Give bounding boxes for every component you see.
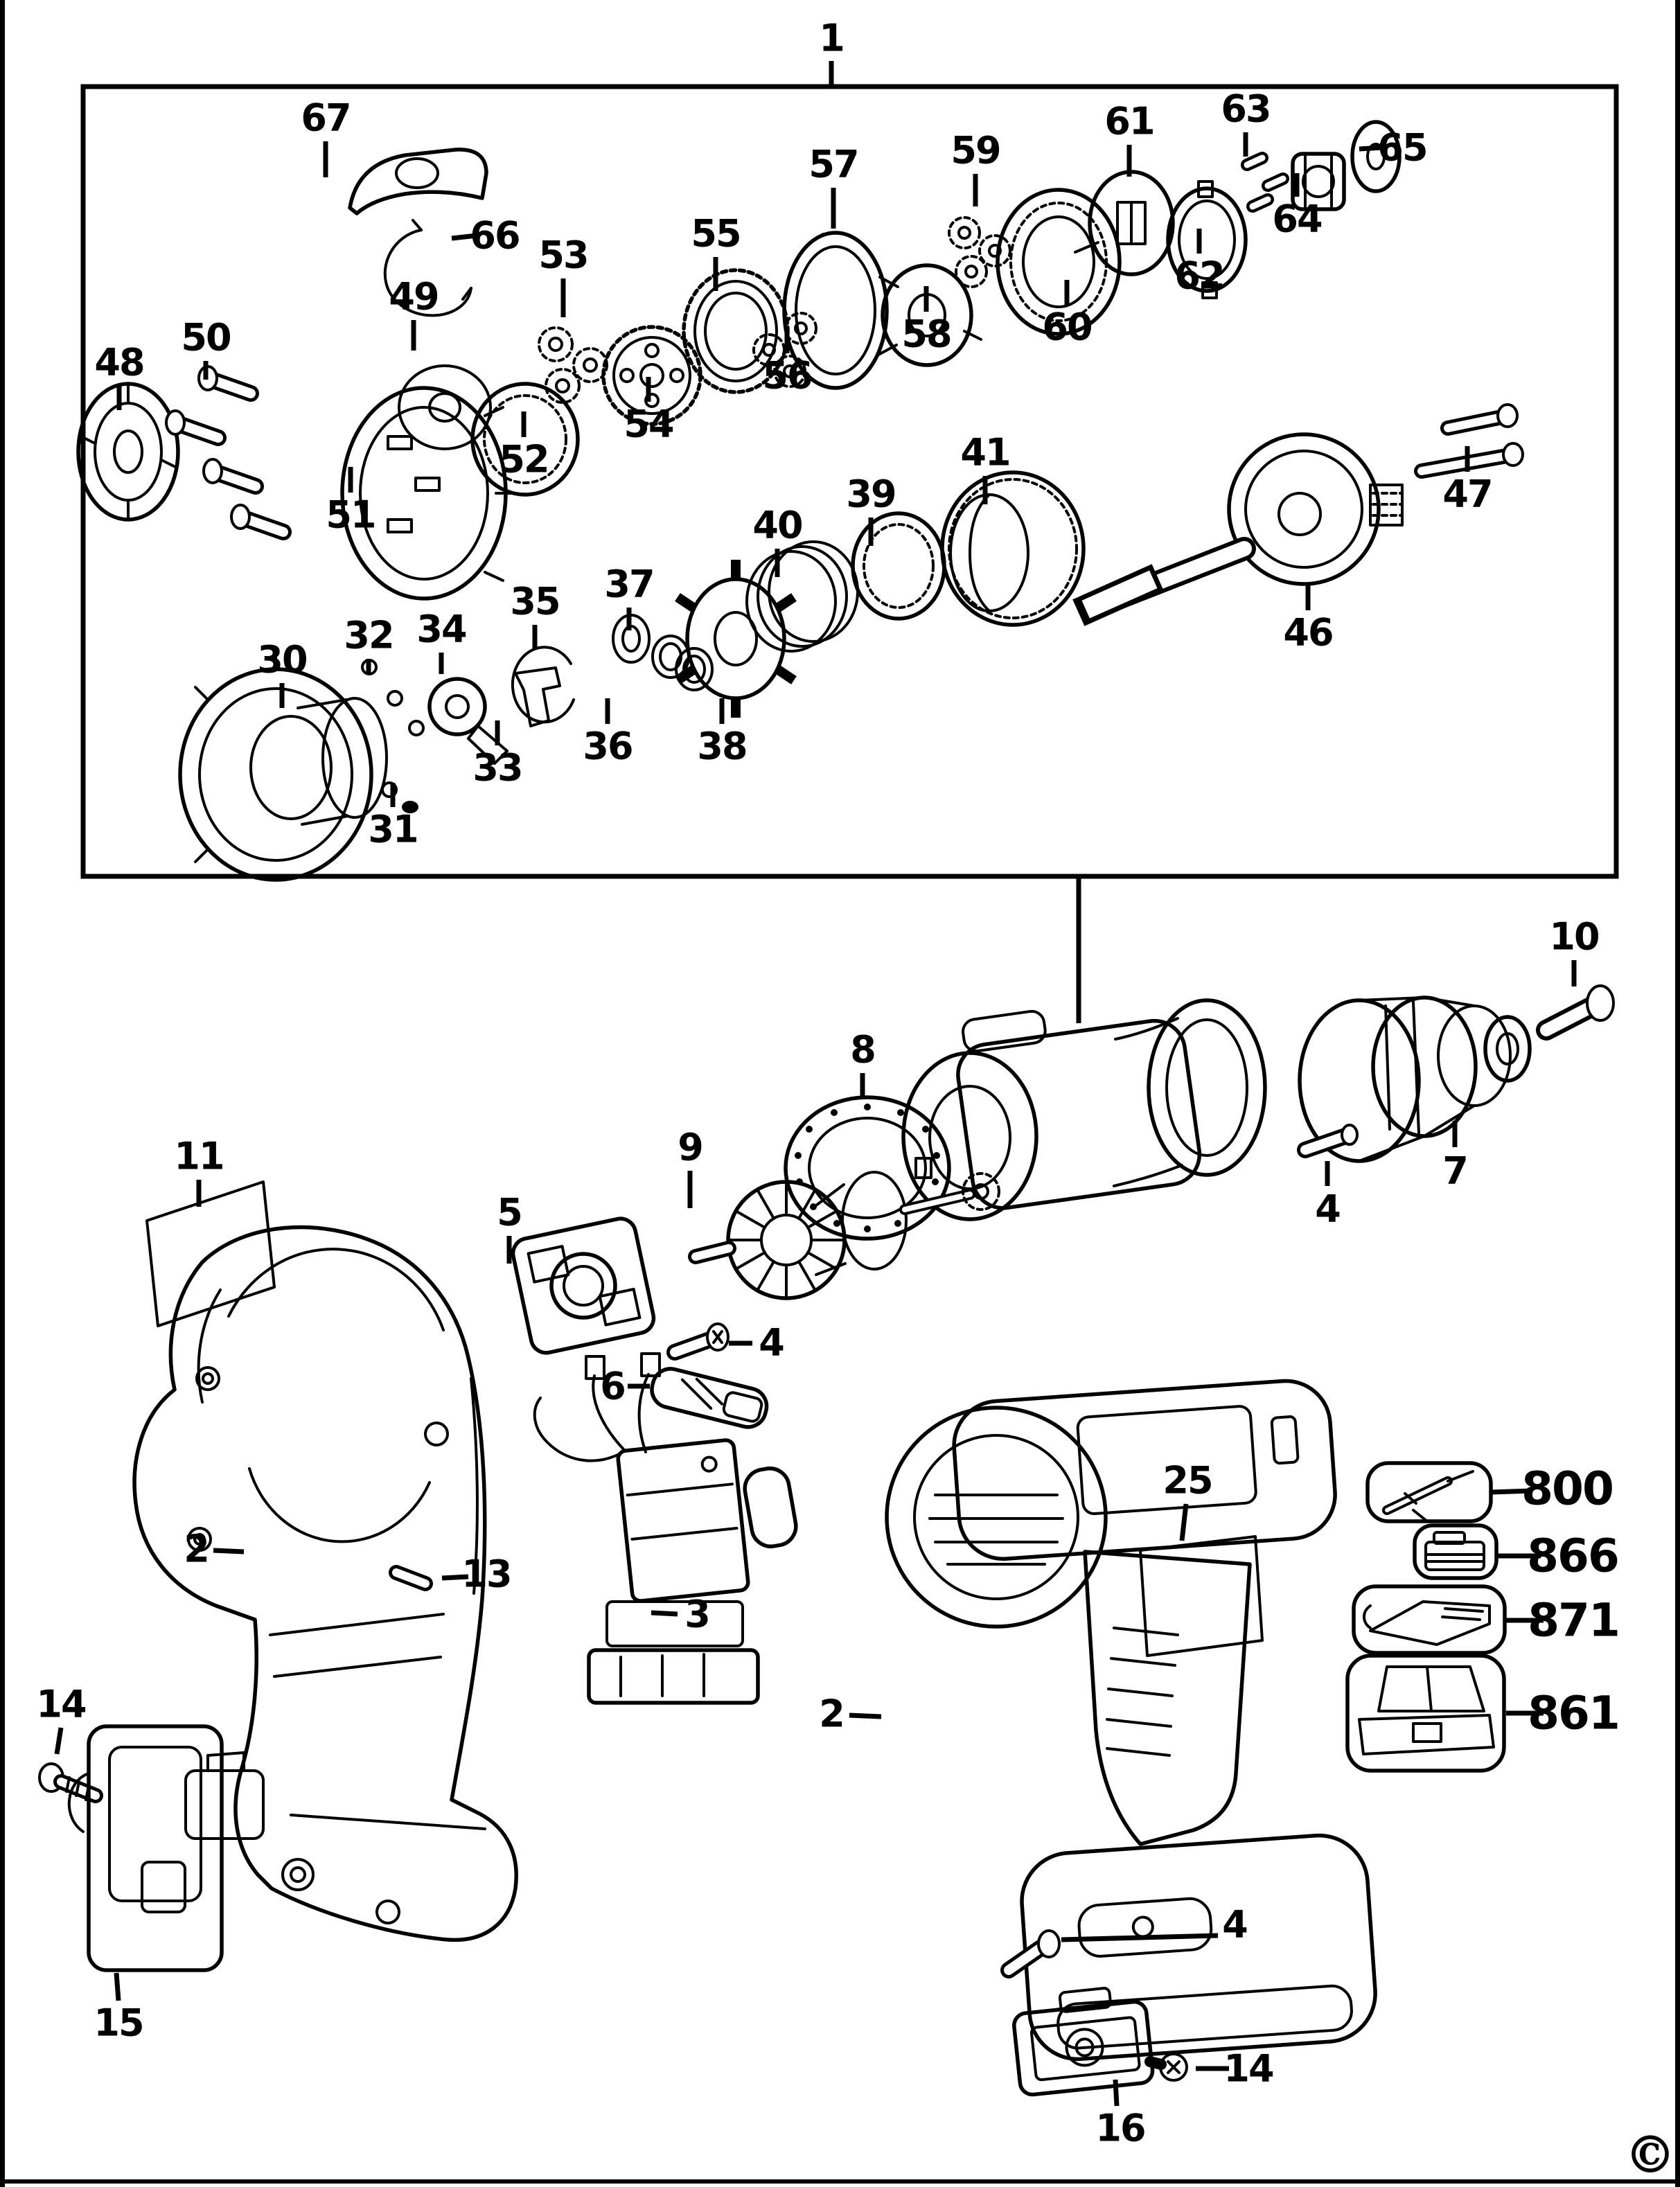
part-59-planet-gears (949, 218, 1010, 287)
part-callout-871: 871 (1528, 1593, 1619, 1647)
part-14-screw-bottom (1150, 2054, 1187, 2080)
part-callout-2: 2 (819, 1692, 844, 1736)
part-40-wave-spring (747, 542, 858, 651)
leader-line-25 (1182, 1504, 1186, 1541)
part-callout-1: 1 (819, 16, 844, 60)
part-callout-4: 4 (1222, 1902, 1247, 1947)
part-50-screws (166, 366, 283, 532)
part-callout-37: 37 (604, 562, 654, 606)
part-callout-63: 63 (1221, 87, 1271, 131)
leader-line-2 (213, 1550, 244, 1552)
part-callout-16: 16 (1095, 2106, 1145, 2150)
part-5-brush-holder (511, 1216, 657, 1356)
part-callout-4: 4 (759, 1320, 784, 1365)
part-callout-36: 36 (583, 724, 633, 768)
copyright-mark: © (1625, 2125, 1676, 2185)
leader-line-15 (116, 1973, 118, 2001)
page-border-bottom (0, 2179, 1680, 2184)
accessory-861-kit-box (1347, 1656, 1504, 1771)
accessory-866-battery (1415, 1525, 1496, 1578)
part-callout-59: 59 (950, 128, 1000, 172)
part-callout-861: 861 (1528, 1686, 1619, 1740)
part-2-left-clamshell (134, 1228, 516, 1940)
part-41-clutch-collar (942, 472, 1084, 625)
leader-line-3 (651, 1613, 678, 1614)
part-32-balls (362, 660, 423, 735)
part-callout-65: 65 (1377, 125, 1427, 170)
part-callout-4: 4 (1315, 1187, 1340, 1231)
part-4-screw-motor (675, 1324, 728, 1352)
part-callout-14: 14 (36, 1682, 86, 1726)
part-callout-35: 35 (510, 579, 560, 623)
accessory-800-bit (1368, 1463, 1491, 1521)
part-callout-15: 15 (94, 2001, 143, 2045)
part-callout-32: 32 (344, 613, 394, 657)
part-callout-2: 2 (184, 1527, 209, 1571)
part-13-pin (396, 1573, 425, 1584)
part-callout-64: 64 (1272, 197, 1322, 241)
part-callout-800: 800 (1521, 1462, 1613, 1516)
part-callout-25: 25 (1162, 1458, 1212, 1503)
part-callout-55: 55 (691, 211, 741, 256)
part-67-cover-clip (350, 150, 486, 213)
part-callout-7: 7 (1442, 1149, 1467, 1193)
page-border-left (0, 0, 5, 2187)
part-16-bit-holder-clip (1011, 1984, 1154, 2096)
part-callout-8: 8 (850, 1027, 875, 1072)
part-callout-3: 3 (684, 1592, 709, 1636)
part-callout-51: 51 (326, 493, 375, 537)
part-callout-48: 48 (94, 340, 144, 384)
part-callout-11: 11 (174, 1134, 224, 1178)
part-callout-31: 31 (368, 807, 418, 851)
part-callout-50: 50 (181, 315, 231, 360)
part-callout-5: 5 (497, 1190, 522, 1234)
part-33-shift-bracket (515, 668, 560, 726)
part-48-end-cap (78, 384, 178, 520)
part-callout-52: 52 (499, 437, 549, 481)
part-callout-67: 67 (301, 96, 351, 140)
part-46-output-spindle (1092, 434, 1402, 607)
part-2-right-clamshell (887, 1378, 1379, 2062)
part-callout-57: 57 (808, 142, 858, 186)
part-callout-49: 49 (389, 274, 439, 319)
part-callout-39: 39 (846, 472, 896, 516)
leader-line-16 (1115, 2080, 1117, 2106)
part-callout-61: 61 (1104, 99, 1154, 143)
part-callout-38: 38 (697, 724, 747, 768)
part-callout-10: 10 (1549, 914, 1599, 959)
part-callout-41: 41 (960, 430, 1010, 475)
part-callout-47: 47 (1442, 472, 1492, 516)
part-callout-34: 34 (416, 607, 466, 651)
part-39-ring-gear (853, 513, 944, 619)
part-6-connector (648, 1365, 770, 1431)
part-10-chuck-screw (1546, 986, 1613, 1030)
part-callout-13: 13 (461, 1552, 511, 1596)
part-61-carrier-plate (1075, 172, 1173, 274)
gearbox-assembly (903, 991, 1265, 1219)
part-callout-54: 54 (624, 402, 673, 446)
accessory-871-charger (1354, 1586, 1505, 1653)
part-callout-46: 46 (1283, 610, 1333, 655)
part-callout-60: 60 (1042, 305, 1092, 349)
part-47-screws (1422, 405, 1523, 471)
part-callout-40: 40 (752, 503, 802, 547)
part-callout-14: 14 (1223, 2046, 1273, 2091)
page-border-right (1675, 0, 1680, 2187)
part-callout-33: 33 (472, 745, 522, 790)
callout-layer (36, 17, 1618, 2150)
part-callout-9: 9 (678, 1125, 702, 1169)
part-callout-866: 866 (1527, 1529, 1618, 1583)
part-4-screw-bottom (1009, 1931, 1059, 1970)
leader-line-4 (1061, 1936, 1218, 1940)
leader-line-14 (57, 1728, 61, 1754)
part-callout-53: 53 (538, 233, 588, 277)
part-callout-30: 30 (257, 637, 307, 682)
part-15-belt-hook (69, 1726, 263, 1970)
part-8-selector-ring (786, 1097, 949, 1239)
part-callout-58: 58 (901, 312, 951, 356)
part-callout-62: 62 (1174, 254, 1224, 298)
part-callout-56: 56 (762, 353, 812, 398)
part-callout-66: 66 (470, 213, 520, 258)
leader-line-2 (849, 1715, 881, 1717)
part-callout-6: 6 (600, 1364, 625, 1408)
